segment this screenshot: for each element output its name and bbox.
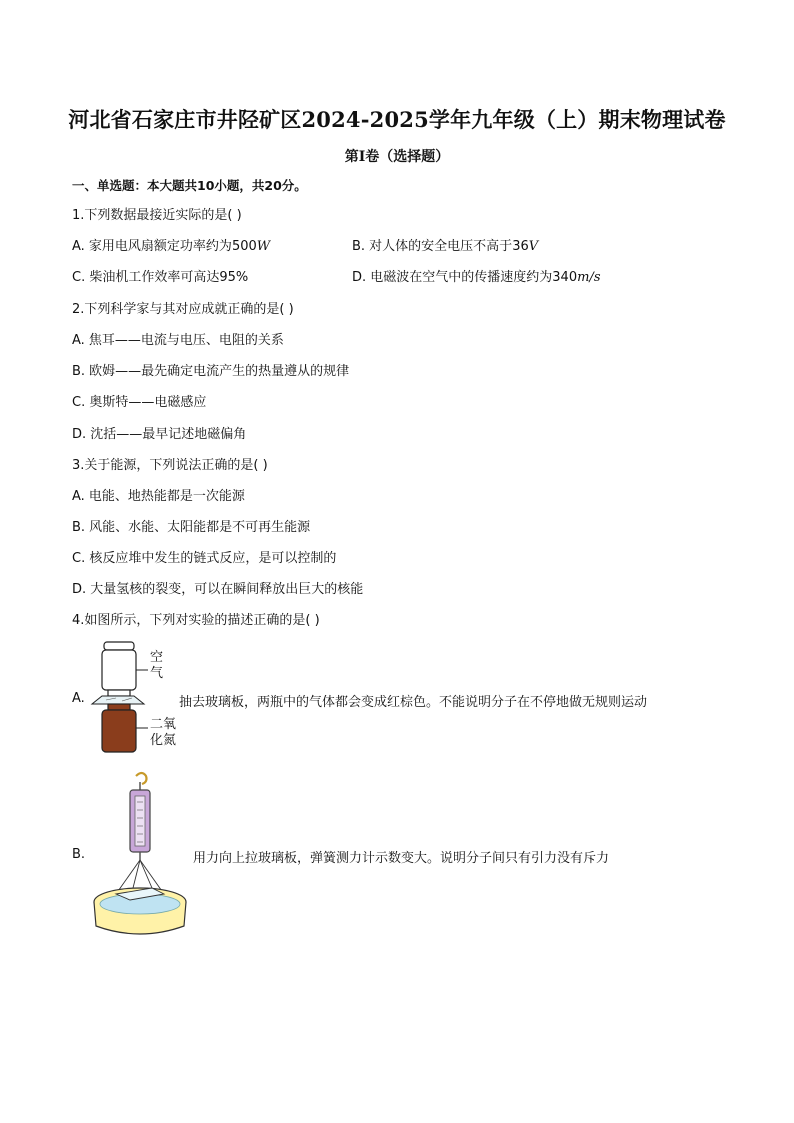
option-d-text: D. 电磁波在空气中的传播速度约为 <box>352 270 553 285</box>
option-a-text: A. 家用电风扇额定功率约为 <box>72 239 232 254</box>
question-2-option-c: C. 奥斯特——电磁感应 <box>72 395 207 410</box>
question-2-option-d: D. 沈括——最早记述地磁偏角 <box>72 427 247 442</box>
question-3-option-d: D. 大量氢核的裂变，可以在瞬间释放出巨大的核能 <box>72 582 364 597</box>
section-volume-title: 第I卷（选择题） <box>344 149 450 165</box>
question-4-option-b-letter: B. <box>72 847 86 862</box>
question-4-stem: 4.如图所示，下列对实验的描述正确的是( ) <box>72 613 320 628</box>
gas-jars-figure <box>86 640 150 758</box>
question-4-option-b-text: 用力向上拉玻璃板，弹簧测力计示数变大。说明分子间只有引力没有斥力 <box>193 851 610 866</box>
option-a-value: 500 <box>231 239 257 254</box>
question-2-stem: 2.下列科学家与其对应成就正确的是( ) <box>72 302 294 317</box>
question-3-option-a: A. 电能、地热能都是一次能源 <box>72 489 245 504</box>
option-d-unit: m/s <box>577 270 601 285</box>
question-2-option-a: A. 焦耳——电流与电压、电阻的关系 <box>72 333 284 348</box>
option-b-value: 36 <box>512 239 529 254</box>
label-no2-2: 化氮 <box>150 733 177 748</box>
question-3-stem: 3.关于能源，下列说法正确的是( ) <box>72 458 268 473</box>
question-1-option-b <box>352 238 538 256</box>
page-title: 河北省石家庄市井陉矿区2024-2025学年九年级（上）期末物理试卷 <box>68 107 726 132</box>
question-3-option-b: B. 风能、水能、太阳能都是不可再生能源 <box>72 520 311 535</box>
option-b-unit: V <box>528 239 539 254</box>
option-d-value: 340 <box>552 270 578 285</box>
label-air <box>150 650 163 682</box>
spring-scale-figure <box>90 770 190 942</box>
label-air-1: 空 <box>150 650 164 665</box>
question-3-option-c: C. 核反应堆中发生的链式反应，是可以控制的 <box>72 551 337 566</box>
question-1-option-c: C. 柴油机工作效率可高达95% <box>72 270 249 285</box>
question-4-option-a-text: 抽去玻璃板，两瓶中的气体都会变成红棕色。不能说明分子在不停地做无规则运动 <box>179 695 648 710</box>
option-b-text: B. 对人体的安全电压不高于 <box>352 239 513 254</box>
label-no2-1: 二氧 <box>150 717 177 732</box>
question-1-option-d <box>352 269 601 287</box>
option-a-unit: W <box>256 239 271 254</box>
question-1-stem: 1.下列数据最接近实际的是( ) <box>72 208 242 223</box>
question-1-option-a <box>72 238 270 256</box>
question-4-option-a-letter: A. <box>72 691 85 706</box>
question-2-option-b: B. 欧姆——最先确定电流产生的热量遵从的规律 <box>72 364 350 379</box>
label-air-2: 气 <box>150 666 164 681</box>
section-heading: 一、单选题：本大题共10小题，共20分。 <box>72 178 307 193</box>
label-no2 <box>150 717 176 749</box>
